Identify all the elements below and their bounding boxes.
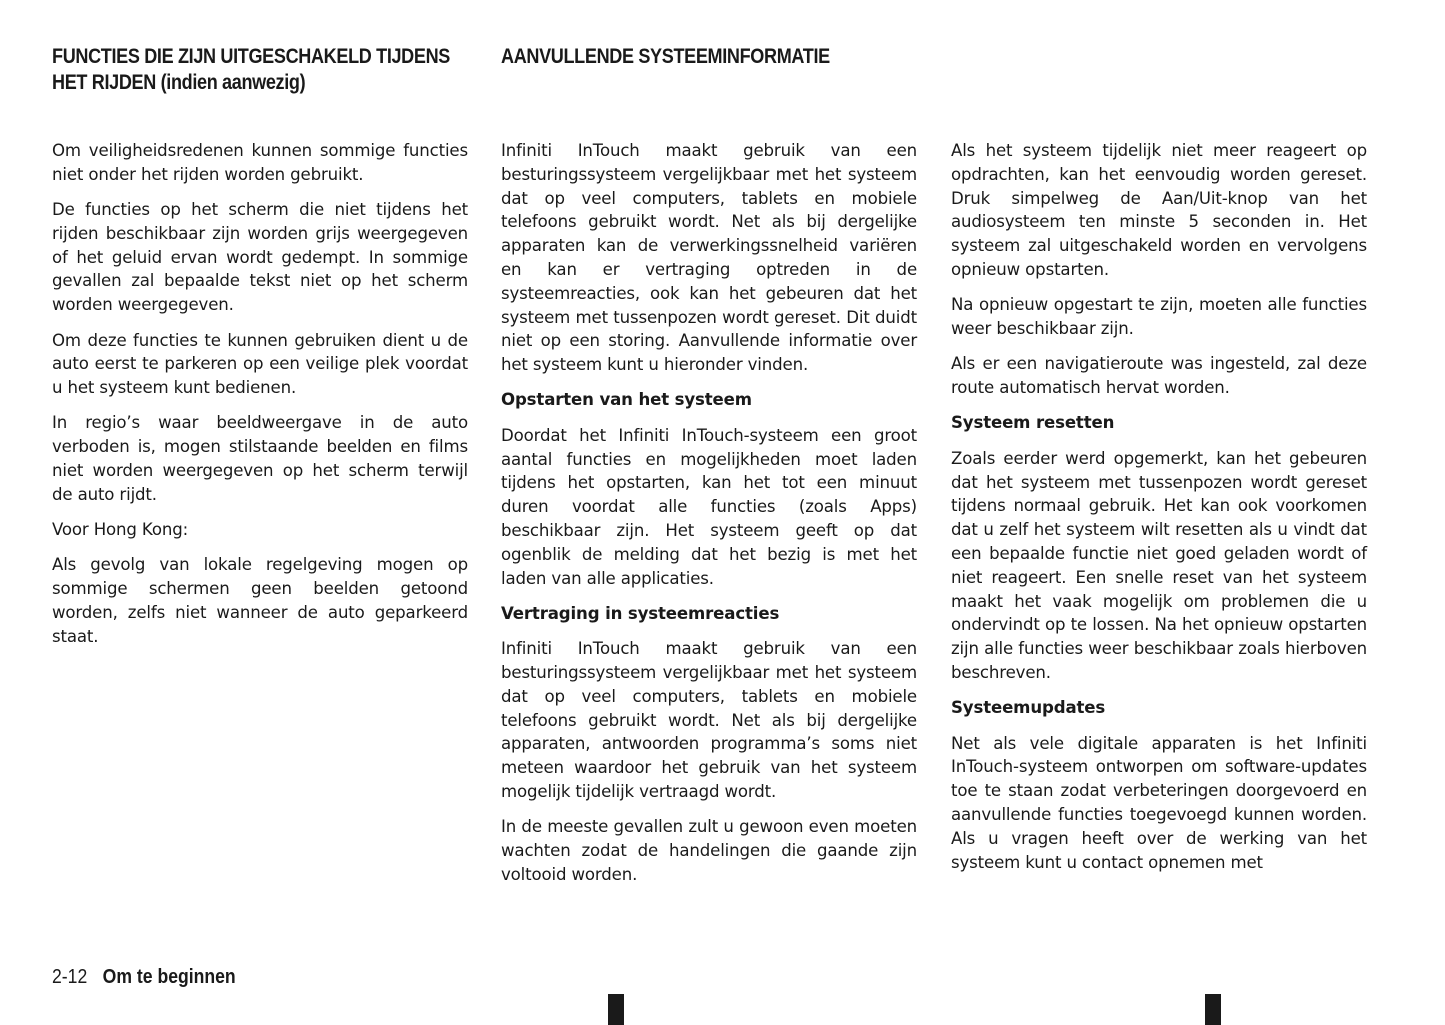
paragraph: Om deze functies te kunnen gebruiken dient u de auto eerst te parkeren op een veilige plek voordat u het systeem kunt bedienen. bbox=[52, 330, 468, 398]
paragraph: Als er een navigatieroute was ingesteld, zal deze route automatisch hervat worden. bbox=[951, 354, 1367, 398]
paragraph: In de meeste gevallen zult u gewoon even moeten wachten zodat de handelingen die gaande zijn voltooid worden. bbox=[501, 817, 917, 884]
paragraph: Als het systeem tijdelijk niet meer reageert op opdrachten, kan het eenvoudig worden gereset. Druk simpelweg de Aan/Uit-knop van het audiosysteem ten minste 5 seconden in. Het systeem zal uitgeschakeld worden en vervolgens opnieuw opstarten. bbox=[951, 141, 1367, 279]
heading-line-2: HET RIJDEN (indien aanwezig) bbox=[52, 71, 306, 94]
page-edge-marker-right bbox=[1205, 994, 1221, 1025]
subheading-startup: Opstarten van het systeem bbox=[501, 390, 752, 410]
paragraph: Net als vele digitale apparaten is het Infiniti InTouch-systeem ontworpen om software-updates toe te staan zodat verbeteringen doorgevoerd en aanvullende functies toegevoegd kunnen worden. Als u vragen heeft over de werking van het systeem kunt u contact opnemen met bbox=[951, 733, 1367, 872]
heading-line-1: FUNCTIES DIE ZIJN UITGESCHAKELD TIJDENS bbox=[52, 45, 450, 68]
section-heading-additional-info: AANVULLENDE SYSTEEMINFORMATIE bbox=[501, 45, 830, 68]
text-column-1 bbox=[52, 139, 468, 660]
subheading-updates: Systeemupdates bbox=[951, 698, 1106, 718]
section-heading-disabled-functions bbox=[52, 44, 450, 96]
text-column-3 bbox=[951, 139, 1367, 886]
paragraph: Om veiligheidsredenen kunnen sommige functies niet onder het rijden worden gebruikt. bbox=[52, 141, 468, 184]
paragraph: Als gevolg van lokale regelgeving mogen op sommige schermen geen beelden getoond worden, zelfs niet wanneer de auto geparkeerd staat. bbox=[52, 555, 468, 646]
paragraph: In regio’s waar beeldweergave in de auto verboden is, mogen stilstaande beelden en films niet worden weergegeven op het scherm terwijl de auto rijdt. bbox=[52, 413, 468, 504]
paragraph: Infiniti InTouch maakt gebruik van een besturingssysteem vergelijkbaar met het systeem dat op veel computers, tablets en mobiele telefoons gebruikt wordt. Net als bij dergelijke apparaten, antwoorden programma’s soms niet meteen waardoor het gebruik van het systeem mogelijk tijdelijk vertraagd wordt. bbox=[501, 639, 917, 801]
subheading-reset: Systeem resetten bbox=[951, 413, 1115, 433]
page-footer bbox=[52, 964, 236, 990]
paragraph: Doordat het Infiniti InTouch-systeem een groot aantal functies en mogelijkheden moet laden tijdens het opstarten, kan het tot een minuut duren voordat alle functies (zoals Apps) beschikbaar zijn. Het systeem geeft op dat ogenblik de melding dat het bezig is met het laden van alle applicaties. bbox=[501, 425, 917, 588]
page-number: 2-12 bbox=[52, 966, 88, 988]
paragraph: Infiniti InTouch maakt gebruik van een besturingssysteem vergelijkbaar met het systeem dat op veel computers, tablets en mobiele telefoons gebruikt wordt. Net als bij dergelijke apparaten kan de verwerkingssnelheid variëren en kan er vertraging optreden in de systeemreacties, ook kan het gebeuren dat het systeem met tussenpozen wordt gereset. Dit duidt niet op een storing. Aanvullende informatie over het systeem kunt u hieronder vinden. bbox=[501, 141, 917, 375]
subheading-delay: Vertraging in systeemreacties bbox=[501, 603, 780, 623]
paragraph: Zoals eerder werd opgemerkt, kan het gebeuren dat het systeem met tussenpozen wordt gereset tijdens normaal gebruik. Het kan ook voorkomen dat u zelf het systeem wilt resetten als u vindt dat een bepaalde functie niet goed geladen wordt of niet reageert. Een snelle reset van het systeem maakt het vaak mogelijk om problemen die u ondervindt op te lossen. Na het opnieuw opstarten zijn alle functies weer beschikbaar zoals hierboven beschreven. bbox=[951, 448, 1367, 682]
paragraph: Na opnieuw opgestart te zijn, moeten alle functies weer beschikbaar zijn. bbox=[951, 295, 1367, 339]
paragraph: De functies op het scherm die niet tijdens het rijden beschikbaar zijn worden grijs weergegeven of het geluid ervan wordt gedempt. In sommige gevallen zal bepaalde tekst niet op het scherm worden weergegeven. bbox=[52, 200, 468, 315]
paragraph: Voor Hong Kong: bbox=[52, 520, 189, 540]
text-column-2 bbox=[501, 139, 917, 898]
page-edge-marker-left bbox=[608, 994, 624, 1025]
footer-section-title: Om te beginnen bbox=[102, 966, 236, 988]
